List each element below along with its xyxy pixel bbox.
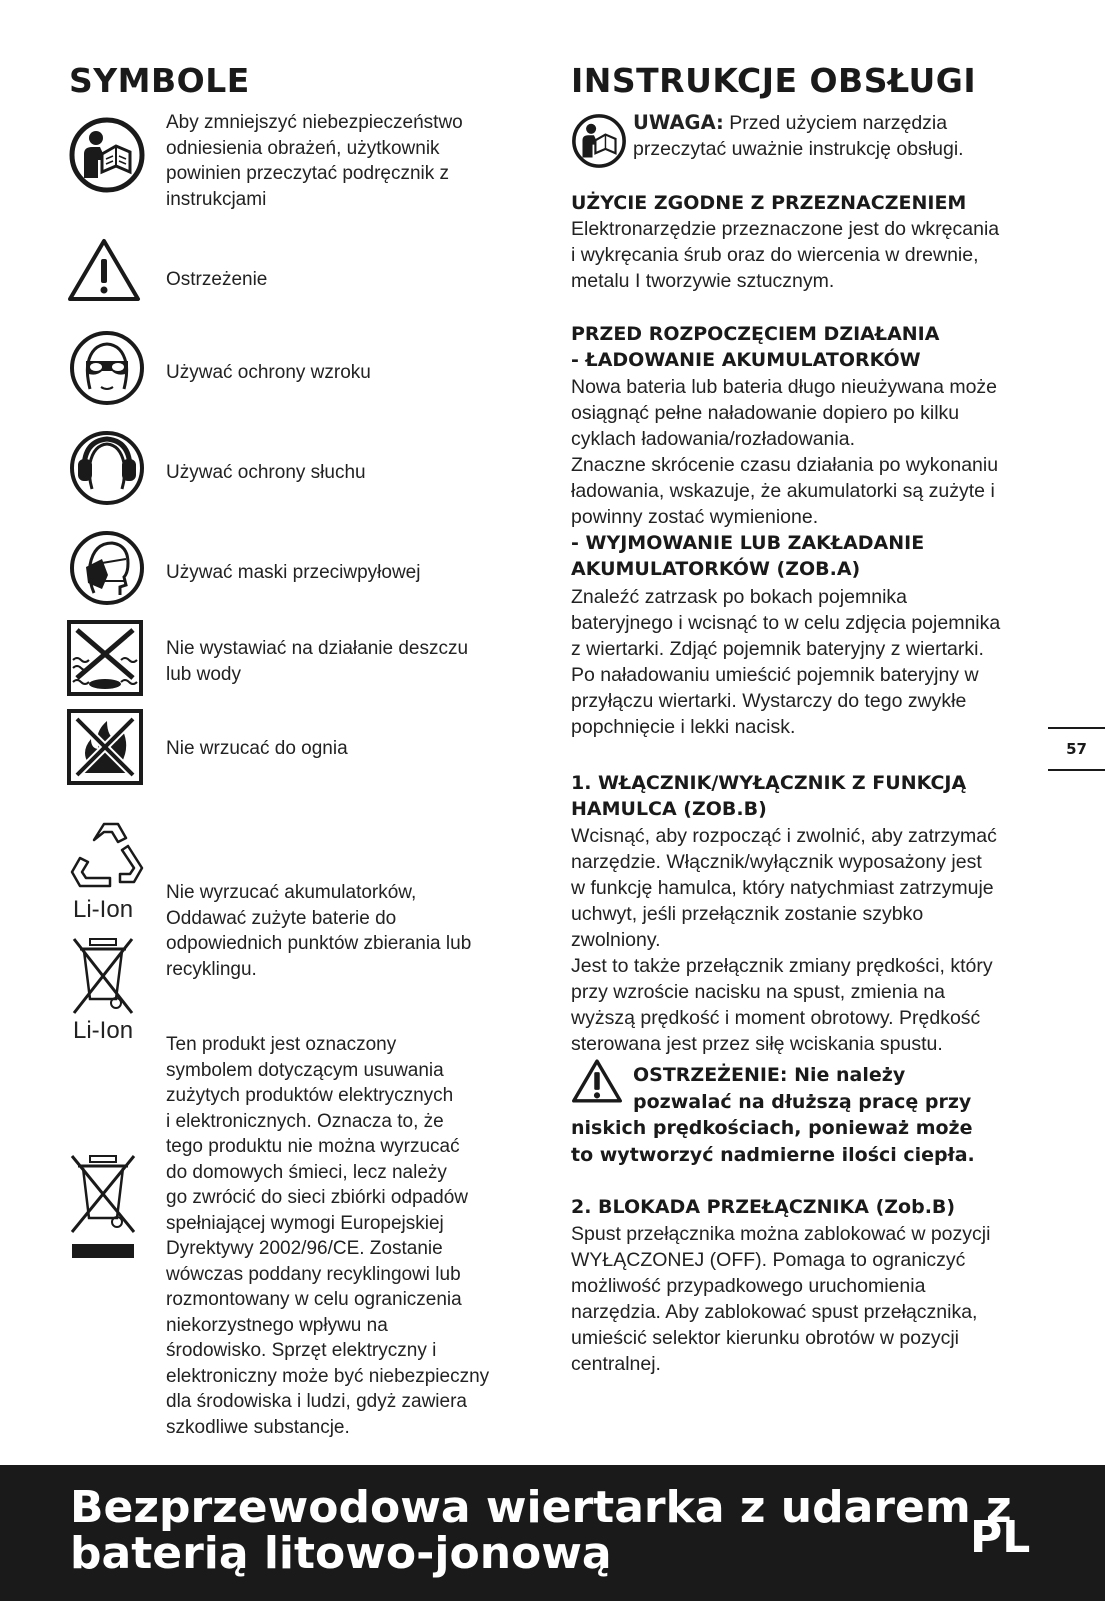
symbol-text-recycle: Nie wyrzucać akumulatorków, Oddawać zużyte baterie do odpowiednich punktów zbierania lub recyklingu.	[166, 882, 472, 980]
no-fire-icon	[67, 709, 143, 785]
section-switch-body: Wcisnąć, aby rozpocząć i zwolnić, aby zatrzymać narzędzie. Włącznik/wyłącznik wyposażony jest w funkcję hamulca, który natychmiast zatrzymuje uchwyt, jeśli przełącznik zostanie szybko zwolniony. Jest to także przełącznik zmiany prędkości, który przy wzroście nacisku na spust, zmienia na wyższą prędkość i moment obrotowy. Prędkość sterowana jest przez siłę wciskania spustu.	[571, 825, 997, 1055]
language-code: PL	[970, 1512, 1031, 1563]
section-lock-body: Spust przełącznika można zablokować w pozycji WYŁĄCZONEJ (OFF). Pomaga to ograniczyć możliwość przypadkowego uruchomienia narzędzia. Aby zablokować spust przełącznika, umieścić selektor kierunku obrotów w pozycji centralnej.	[571, 1223, 991, 1375]
read-manual-icon	[68, 116, 146, 194]
symbol-text-read-manual: Aby zmniejszyć niebezpieczeństwo odniesienia obrażeń, użytkownik powinien przeczytać podręcznik z instrukcjami	[166, 112, 463, 210]
warning-text-first: OSTRZEŻENIE: Nie należy pozwalać na dłuższą pracę przy	[633, 1064, 972, 1113]
warning-text-rest: niskich prędkościach, ponieważ może to wytworzyć nadmierne ilości ciepła.	[571, 1117, 975, 1166]
symbol-text-no-rain: Nie wystawiać na działanie deszczu lub wody	[166, 638, 469, 685]
section-switch-title: 1. WŁĄCZNIK/WYŁĄCZNIK Z FUNKCJĄ HAMULCA (ZOB.B)	[571, 772, 967, 820]
notice-label: UWAGA:	[633, 111, 724, 134]
section-before-start-title: PRZED ROZPOCZĘCIEM DZIAŁANIA - ŁADOWANIE AKUMULATORKÓW	[571, 323, 940, 371]
page-number: 57	[1048, 727, 1105, 771]
ear-protection-icon	[68, 429, 146, 507]
notice	[633, 110, 1053, 162]
symbol-text-ear-protection: Używać ochrony słuchu	[166, 462, 366, 483]
symbol-text-no-fire: Nie wrzucać do ognia	[166, 738, 348, 759]
crossed-bin-icon	[70, 935, 136, 1017]
dust-mask-icon	[68, 529, 146, 607]
li-ion-label-2: Li-Ion	[73, 1017, 134, 1044]
symbol-text-dust-mask: Używać maski przeciwpyłowej	[166, 562, 421, 583]
section-battery-title: - WYJMOWANIE LUB ZAKŁADANIE AKUMULATORKÓW (ZOB.A)	[571, 532, 925, 580]
section-lock-title: 2. BLOKADA PRZEŁĄCZNIKA (Zob.B)	[571, 1196, 956, 1218]
section-intended-use-title: UŻYCIE ZGODNE Z PRZEZNACZENIEM	[571, 192, 967, 214]
symbols-title: SYMBOLE	[69, 61, 250, 100]
notice-text: Przed użyciem narzędzia przeczytać uważnie instrukcję obsługi.	[633, 112, 964, 160]
warning-small-icon	[571, 1058, 623, 1104]
weee-bin-icon	[68, 1152, 138, 1260]
instructions-title: INSTRUKCJE OBSŁUGI	[571, 61, 977, 100]
li-ion-label: Li-Ion	[73, 896, 134, 923]
symbol-text-warning: Ostrzeżenie	[166, 269, 268, 290]
symbol-text-weee: Ten produkt jest oznaczony symbolem dotyczącym usuwania zużytych produktów elektrycznych i elektronicznych. Oznacza to, że tego produktu nie można wyrzucać do domowych śmieci, lecz należy go zwrócić do sieci zbiórki odpadów spełniającej wymogi Europejskiej Dyrektywy 2002/96/CE. Zostanie wówczas poddany recyklingowi lub rozmontowany w celu ograniczenia niekorzystnego wpływu na środowisko. Sprzęt elektryczny i elektroniczny może być niebezpieczny dla środowiska i ludzi, gdyż zawiera szkodliwe substancje.	[166, 1034, 490, 1438]
eye-protection-icon	[68, 329, 146, 407]
section-before-start-body: Nowa bateria lub bateria długo nieużywana może osiągnąć pełne naładowanie dopiero po kilku cyklach ładowania/rozładowania. Znaczne skrócenie czasu działania po wykonaniu ładowania, wskazuje, że akumulatorki są zużyte i powinny zostać wymienione.	[571, 376, 999, 528]
read-manual-small-icon	[571, 113, 627, 169]
symbol-text-eye-protection: Używać ochrony wzroku	[166, 362, 371, 383]
section-battery-body: Znaleźć zatrzask po bokach pojemnika bateryjnego i wcisnąć to w celu zdjęcia pojemnika z wiertarki. Zdjąć pojemnik bateryjny z wiertarki. Po naładowaniu umieścić pojemnik bateryjny w przyłączu wiertarki. Wystarczy do tego zwykłe popchnięcie i lekki nacisk.	[571, 586, 1001, 738]
section-intended-use-body: Elektronarzędzie przeznaczone jest do wkręcania i wykręcania śrub oraz do wiercenia w drewnie, metalu I tworzywie sztucznym.	[571, 218, 1000, 292]
footer-banner	[0, 1465, 1105, 1601]
recycle-li-ion-icon	[66, 820, 146, 896]
no-rain-icon	[67, 620, 143, 696]
warning-triangle-icon	[66, 237, 142, 303]
product-title: Bezprzewodowa wiertarka z udarem z baterią litowo-jonową	[70, 1482, 1012, 1579]
